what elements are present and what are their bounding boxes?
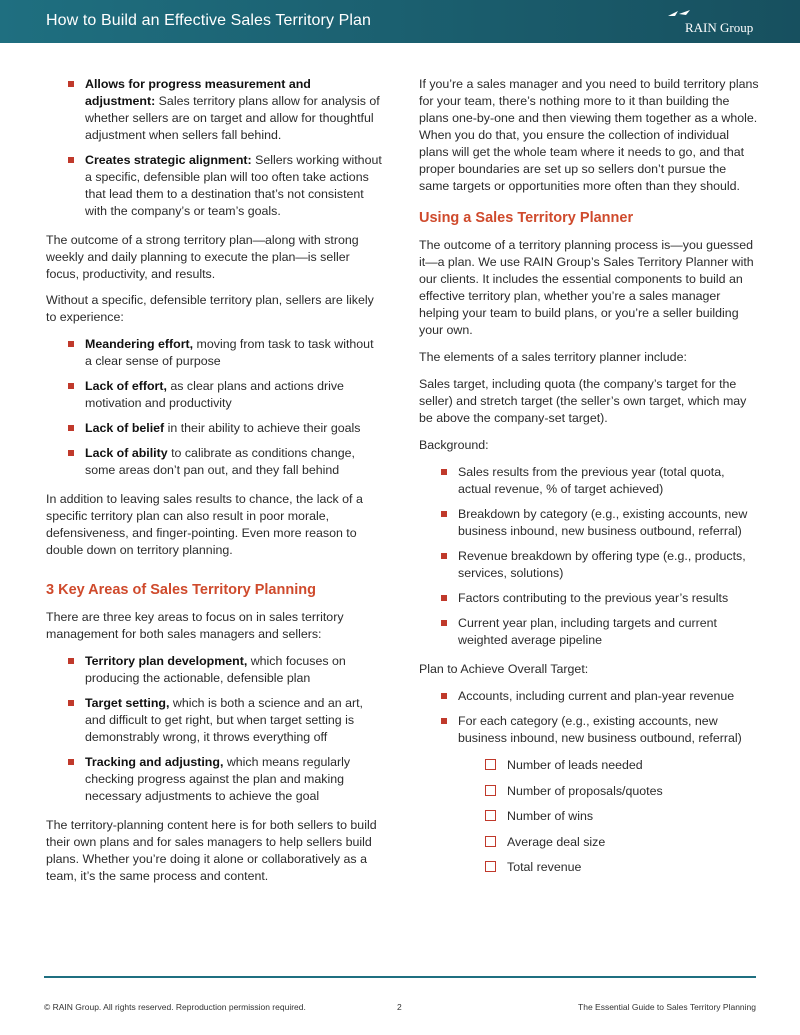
item-text: Sellers working without a specific, defensible plan will too often take actions that lead them to a destination that’s not consistent with the company’s or team’s goals. — [85, 153, 382, 218]
plan-list — [419, 688, 759, 747]
item-text: moving from task to task without a clear sense of purpose — [85, 337, 374, 368]
page-header — [0, 0, 800, 43]
problems-list — [46, 336, 382, 479]
right-column — [419, 76, 759, 885]
list-item — [46, 76, 382, 144]
list-item: Factors contributing to the previous year’s results — [419, 590, 759, 607]
paragraph-planner: The outcome of a territory planning process is—you guessed it—a plan. We use RAIN Group’s Sales Territory Planner with our clients. It includes the essential components to build an effective territory plan, whether you’re a sales manager helping your team to build plans, or you’re a seller building your own. — [419, 238, 754, 337]
item-text: which means regularly checking progress against the plan and making necessary adjustments to achieve the goal — [85, 755, 351, 803]
background-list — [419, 464, 759, 649]
list-item: Breakdown by category (e.g., existing accounts, new business inbound, new business outbound, referral) — [419, 506, 759, 540]
checkbox-list-item: Total revenue — [419, 859, 759, 876]
plan-label: Plan to Achieve Overall Target: — [419, 662, 589, 676]
item-bold: Territory plan development, — [85, 654, 248, 668]
item-text: in their ability to achieve their goals — [164, 421, 361, 435]
benefits-list — [46, 76, 382, 220]
paragraph-three-areas: There are three key areas to focus on in sales territory management for both sales managers and sellers: — [46, 610, 344, 641]
list-item — [46, 152, 382, 220]
list-item: Accounts, including current and plan-year revenue — [419, 688, 759, 705]
list-item: Revenue breakdown by offering type (e.g., products, services, solutions) — [419, 548, 759, 582]
item-bold: Meandering effort, — [85, 337, 194, 351]
item-bold: Lack of belief — [85, 421, 165, 435]
checkbox-list-item: Number of wins — [419, 808, 759, 825]
checkbox-list-item: Average deal size — [419, 834, 759, 851]
item-bold: Lack of ability — [85, 446, 168, 460]
footer-guide-title: The Essential Guide to Sales Territory Planning — [578, 1002, 756, 1012]
paragraph-content: The territory-planning content here is for both sellers to build their own plans and for sales managers to help sellers build plans. Whether you’re doing it alone or collaboratively as a team, it’s the same process and content. — [46, 818, 377, 883]
list-item — [46, 754, 382, 805]
paragraph-manager: If you’re a sales manager and you need to build territory plans for your team, there’s nothing more to it than building the plans one-by-one and then viewing them together as a whole. When you do that, you ensure the collection of individual plans will get the whole team where it needs to go, and that proper boundaries are set up so sellers don’t pursue the same targets or opportunities more often than they should. — [419, 77, 759, 193]
item-text: which is both a science and an art, and difficult to get right, but when target setting is demonstrably wrong, it throws everything off — [85, 696, 363, 744]
item-text: which focuses on producing the actionable, defensible plan — [85, 654, 346, 685]
header-title: How to Build an Effective Sales Territory Plan — [46, 12, 372, 29]
item-bold: Lack of effort, — [85, 379, 167, 393]
list-item — [46, 420, 382, 437]
checkbox-list-item: Number of leads needed — [419, 757, 759, 774]
item-bold: Tracking and adjusting, — [85, 755, 224, 769]
list-item: Current year plan, including targets and current weighted average pipeline — [419, 615, 759, 649]
paragraph-elements: The elements of a sales territory planner include: — [419, 350, 687, 364]
footer-divider — [44, 976, 756, 978]
item-text: to calibrate as conditions change, some areas don’t pan out, and they fall behind — [85, 446, 355, 477]
item-text: as clear plans and actions drive motivation and productivity — [85, 379, 344, 410]
item-bold: Target setting, — [85, 696, 170, 710]
areas-list — [46, 653, 382, 805]
list-item: For each category (e.g., existing accounts, new business inbound, new business outbound, referral) — [419, 713, 759, 747]
footer-copyright: © RAIN Group. All rights reserved. Reproduction permission required. — [44, 1002, 306, 1012]
heading-planner: Using a Sales Territory Planner — [419, 210, 634, 226]
heading-key-areas: 3 Key Areas of Sales Territory Planning — [46, 582, 316, 598]
checkbox-list-item: Number of proposals/quotes — [419, 783, 759, 800]
background-label: Background: — [419, 438, 489, 452]
item-text: Sales territory plans allow for analysis of whether sellers are on target and allow for thoughtful adjustment when sellers fall behind. — [85, 94, 380, 142]
list-item — [46, 336, 382, 370]
metrics-checkbox-list — [419, 757, 759, 876]
paragraph-outcome: The outcome of a strong territory plan—along with strong weekly and daily planning to execute the plan—is seller focus, productivity, and results. — [46, 233, 359, 281]
item-bold: Creates strategic alignment: — [85, 153, 252, 167]
rain-group-logo — [668, 10, 768, 36]
page-number: 2 — [397, 1002, 402, 1012]
list-item — [46, 378, 382, 412]
list-item — [46, 445, 382, 479]
paragraph-target: Sales target, including quota (the company’s target for the seller) and stretch target (the seller’s own target, which may be above the company-set target). — [419, 377, 747, 425]
list-item: Sales results from the previous year (total quota, actual revenue, % of target achieved) — [419, 464, 759, 498]
logo-text: RAIN Group — [685, 20, 754, 35]
item-bold: Allows for progress measurement and adjustment: — [85, 77, 311, 108]
paragraph-without: Without a specific, defensible territory plan, sellers are likely to experience: — [46, 293, 374, 324]
list-item — [46, 695, 382, 746]
left-column — [46, 76, 382, 894]
list-item — [46, 653, 382, 687]
paragraph-addition: In addition to leaving sales results to chance, the lack of a specific territory plan can also result in poor morale, defensiveness, and finger-pointing. Even more reason to double down on territory planning. — [46, 492, 363, 557]
